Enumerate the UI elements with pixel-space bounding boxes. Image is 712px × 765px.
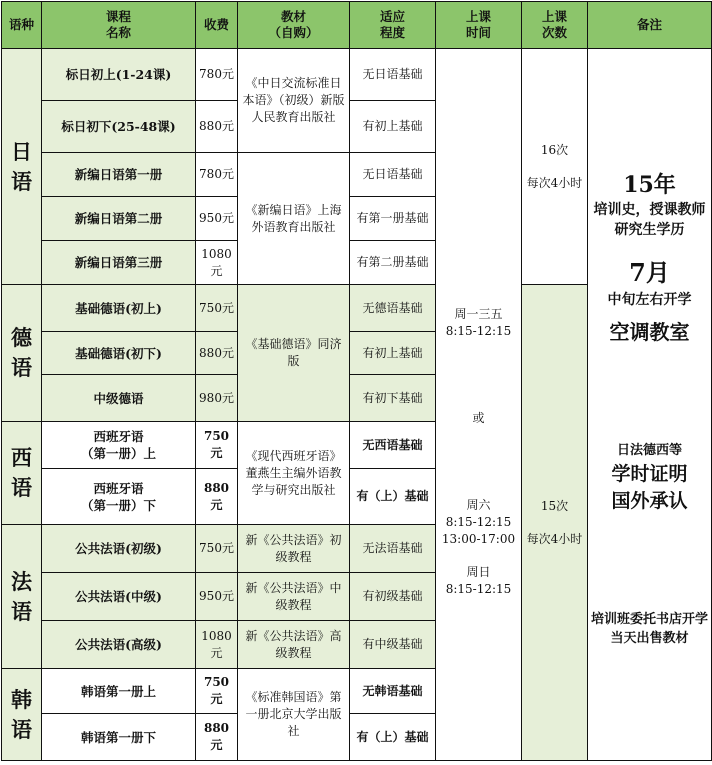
- remark-cell: [588, 49, 712, 761]
- level: 无韩语基础: [350, 669, 436, 714]
- schedule-sun: 周日: [466, 565, 491, 579]
- level: 有初上基础: [350, 101, 436, 153]
- lang-japanese: 日语: [2, 49, 42, 285]
- course-name: 新编日语第三册: [42, 241, 196, 285]
- course-name: 中级德语: [42, 375, 196, 422]
- course-name: 韩语第一册下: [42, 714, 196, 761]
- schedule-weekday-time: 8:15-12:15: [445, 324, 512, 338]
- course-name: 公共法语(中级): [42, 573, 196, 621]
- table-row: [2, 49, 712, 101]
- remark-cert-3: 国外承认: [611, 489, 688, 512]
- course-fee: 880元: [196, 469, 238, 525]
- header-time: 上课 时间: [436, 2, 522, 49]
- course-name: 西班牙语 （第一册）下: [42, 469, 196, 525]
- course-name: 基础德语(初下): [42, 332, 196, 375]
- textbook: 新《公共法语》高级教程: [238, 621, 350, 669]
- level: 无西语基础: [350, 422, 436, 469]
- textbook: 《新编日语》上海外语教育出版社: [238, 153, 350, 285]
- level: 有（上）基础: [350, 714, 436, 761]
- header-count: 上课 次数: [522, 2, 588, 49]
- count-other: 15次 每次4小时: [522, 285, 588, 761]
- course-name: 公共法语(初级): [42, 525, 196, 573]
- course-name: 标日初下(25-48课): [42, 101, 196, 153]
- course-name: 标日初上(1-24课): [42, 49, 196, 101]
- textbook: 《标准韩国语》第一册北京大学出版社: [238, 669, 350, 761]
- course-fee: 750元: [196, 525, 238, 573]
- course-fee: 750元: [196, 669, 238, 714]
- remark-history: 培训史，授课教师研究生学历: [593, 201, 706, 238]
- textbook: 新《公共法语》初级教程: [238, 525, 350, 573]
- remark-cert-2: 学时证明: [611, 462, 688, 485]
- course-fee: 1080元: [196, 621, 238, 669]
- header-row: [2, 2, 712, 49]
- textbook: 《基础德语》同济版: [238, 285, 350, 422]
- schedule-cell: [436, 49, 522, 761]
- course-fee: 880元: [196, 714, 238, 761]
- lang-korean: 韩语: [2, 669, 42, 761]
- schedule-sat: 周六: [466, 498, 491, 512]
- course-fee: 780元: [196, 49, 238, 101]
- level: 有（上）基础: [350, 469, 436, 525]
- course-name: 新编日语第二册: [42, 197, 196, 241]
- course-fee: 980元: [196, 375, 238, 422]
- course-name: 西班牙语 （第一册）上: [42, 422, 196, 469]
- schedule-weekday: 周一三五: [454, 307, 503, 321]
- level: 无日语基础: [350, 49, 436, 101]
- course-name: 韩语第一册上: [42, 669, 196, 714]
- remark-years: 15年: [623, 171, 676, 198]
- course-fee: 950元: [196, 197, 238, 241]
- header-textbook: 教材 （自购）: [238, 2, 350, 49]
- level: 有初级基础: [350, 573, 436, 621]
- header-fee: 收费: [196, 2, 238, 49]
- course-name: 新编日语第一册: [42, 153, 196, 197]
- remark-cert-1: 日法德西等: [616, 442, 682, 458]
- course-name: 基础德语(初上): [42, 285, 196, 332]
- textbook: 《中日交流标准日本语》（初级）新版人民教育出版社: [238, 49, 350, 153]
- course-fee: 1080元: [196, 241, 238, 285]
- lang-spanish: 西语: [2, 422, 42, 525]
- course-fee: 750元: [196, 285, 238, 332]
- header-course: 课程 名称: [42, 2, 196, 49]
- header-level: 适应 程度: [350, 2, 436, 49]
- header-lang: 语种: [2, 2, 42, 49]
- level: 无德语基础: [350, 285, 436, 332]
- course-table: [1, 1, 712, 761]
- level: 无日语基础: [350, 153, 436, 197]
- remark-month: 7月: [629, 257, 670, 287]
- level: 有第一册基础: [350, 197, 436, 241]
- course-fee: 880元: [196, 332, 238, 375]
- schedule-sun-time: 8:15-12:15: [445, 582, 512, 596]
- schedule-sat-time2: 13:00-17:00: [441, 532, 516, 546]
- course-fee: 750元: [196, 422, 238, 469]
- lang-german: 德语: [2, 285, 42, 422]
- course-fee: 880元: [196, 101, 238, 153]
- level: 无法语基础: [350, 525, 436, 573]
- level: 有第二册基础: [350, 241, 436, 285]
- textbook: 《现代西班牙语》董燕生主编外语教学与研究出版社: [238, 422, 350, 525]
- level: 有初下基础: [350, 375, 436, 422]
- course-fee: 780元: [196, 153, 238, 197]
- textbook: 新《公共法语》中级教程: [238, 573, 350, 621]
- count-japanese: 16次 每次4小时: [522, 49, 588, 285]
- schedule-sat-time1: 8:15-12:15: [445, 515, 512, 529]
- schedule-or: 或: [472, 411, 485, 425]
- remark-books: 培训班委托书店开学当天出售教材: [590, 611, 708, 646]
- course-fee: 950元: [196, 573, 238, 621]
- lang-french: 法语: [2, 525, 42, 669]
- level: 有中级基础: [350, 621, 436, 669]
- remark-start: 中旬左右开学: [607, 291, 692, 308]
- remark-aircon: 空调教室: [609, 319, 690, 344]
- course-name: 公共法语(高级): [42, 621, 196, 669]
- header-remark: 备注: [588, 2, 712, 49]
- level: 有初上基础: [350, 332, 436, 375]
